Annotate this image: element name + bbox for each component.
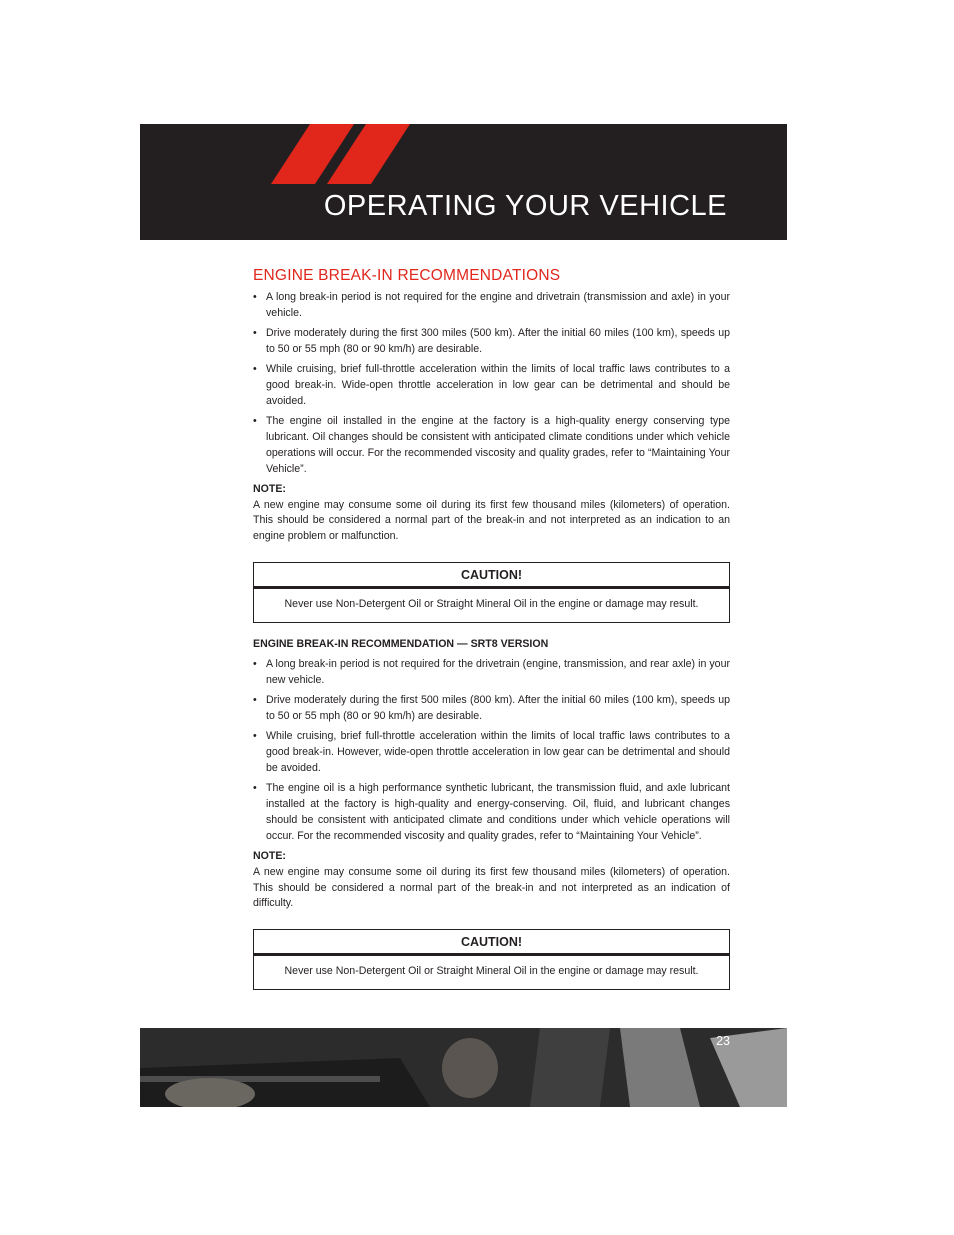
bullet-icon: • <box>253 781 257 794</box>
caution-title: CAUTION! <box>254 930 729 956</box>
caution-text: Never use Non-Detergent Oil or Straight Mineral Oil in the engine or damage may result. <box>284 598 699 611</box>
bullet-list <box>253 657 730 845</box>
list-item: • Drive moderately during the first 300 miles (500 km). After the initial 60 miles (100 km), speeds up to 50 or 55 mph (80 or 90 km/h) are desirable. <box>253 326 730 355</box>
bullet-icon: • <box>253 729 257 742</box>
list-item: • A long break-in period is not required for the engine and drivetrain (transmission and axle) in your vehicle. <box>253 290 730 319</box>
note-label: NOTE: <box>253 482 286 495</box>
list-item: • While cruising, brief full-throttle acceleration within the limits of local traffic laws contributes to a good break-in. However, wide-open throttle acceleration in low gear can be detrimental and should be avoided. <box>253 729 730 774</box>
page-header <box>140 124 787 240</box>
bullet-icon: • <box>253 290 257 303</box>
page-footer <box>140 1028 787 1107</box>
list-item: • The engine oil installed in the engine at the factory is a high-quality energy conserving type lubricant. Oil changes should be consistent with anticipated climate conditions under which vehicle operations will occur. For the recommended viscosity and quality grades, refer to “Maintaining Your Vehicle”. <box>253 414 730 475</box>
note-label: NOTE: <box>253 849 286 862</box>
bullet-icon: • <box>253 657 257 670</box>
caution-box <box>253 929 730 990</box>
page-number: 23 <box>716 1034 730 1048</box>
main-content <box>253 268 730 990</box>
caution-box <box>253 562 730 623</box>
footer-photo-image <box>140 1028 787 1107</box>
page-title: OPERATING YOUR VEHICLE <box>323 190 727 222</box>
bullet-icon: • <box>253 362 257 375</box>
bullet-list <box>253 290 730 478</box>
section-title: ENGINE BREAK-IN RECOMMENDATIONS <box>253 267 561 284</box>
list-item: • A long break-in period is not required for the drivetrain (engine, transmission, and rear axle) in your new vehicle. <box>253 657 730 686</box>
brand-stripes-logo <box>140 124 440 184</box>
note-text: A new engine may consume some oil during its first few thousand miles (kilometers) of operation. This should be considered a normal part of the break-in and not interpreted as an indication to an engine problem or malfunction. <box>253 498 730 543</box>
bullet-icon: • <box>253 693 257 706</box>
bullet-icon: • <box>253 414 257 427</box>
caution-title: CAUTION! <box>254 563 729 589</box>
list-item: • Drive moderately during the first 500 miles (800 km). After the initial 60 miles (100 km), speeds up to 50 or 55 mph (80 or 90 km/h) are desirable. <box>253 693 730 722</box>
subsection-title: ENGINE BREAK-IN RECOMMENDATION — SRT8 VERSION <box>253 638 549 651</box>
caution-text: Never use Non-Detergent Oil or Straight Mineral Oil in the engine or damage may result. <box>284 965 699 978</box>
list-item: • While cruising, brief full-throttle acceleration within the limits of local traffic laws contributes to a good break-in. Wide-open throttle acceleration in low gear can be detrimental and should be avoided. <box>253 362 730 407</box>
bullet-icon: • <box>253 326 257 339</box>
list-item: • The engine oil is a high performance synthetic lubricant, the transmission fluid, and axle lubricant installed at the factory is high-quality and energy-conserving. Oil, fluid, and lubricant changes should be consistent with anticipated climate and conditions under which vehicle operations will occur. For the recommended viscosity and quality grades, refer to “Maintaining Your Vehicle”. <box>253 781 730 842</box>
note-text: A new engine may consume some oil during its first few thousand miles (kilometers) of operation. This should be considered a normal part of the break-in and not interpreted as an indication of difficulty. <box>253 865 730 910</box>
